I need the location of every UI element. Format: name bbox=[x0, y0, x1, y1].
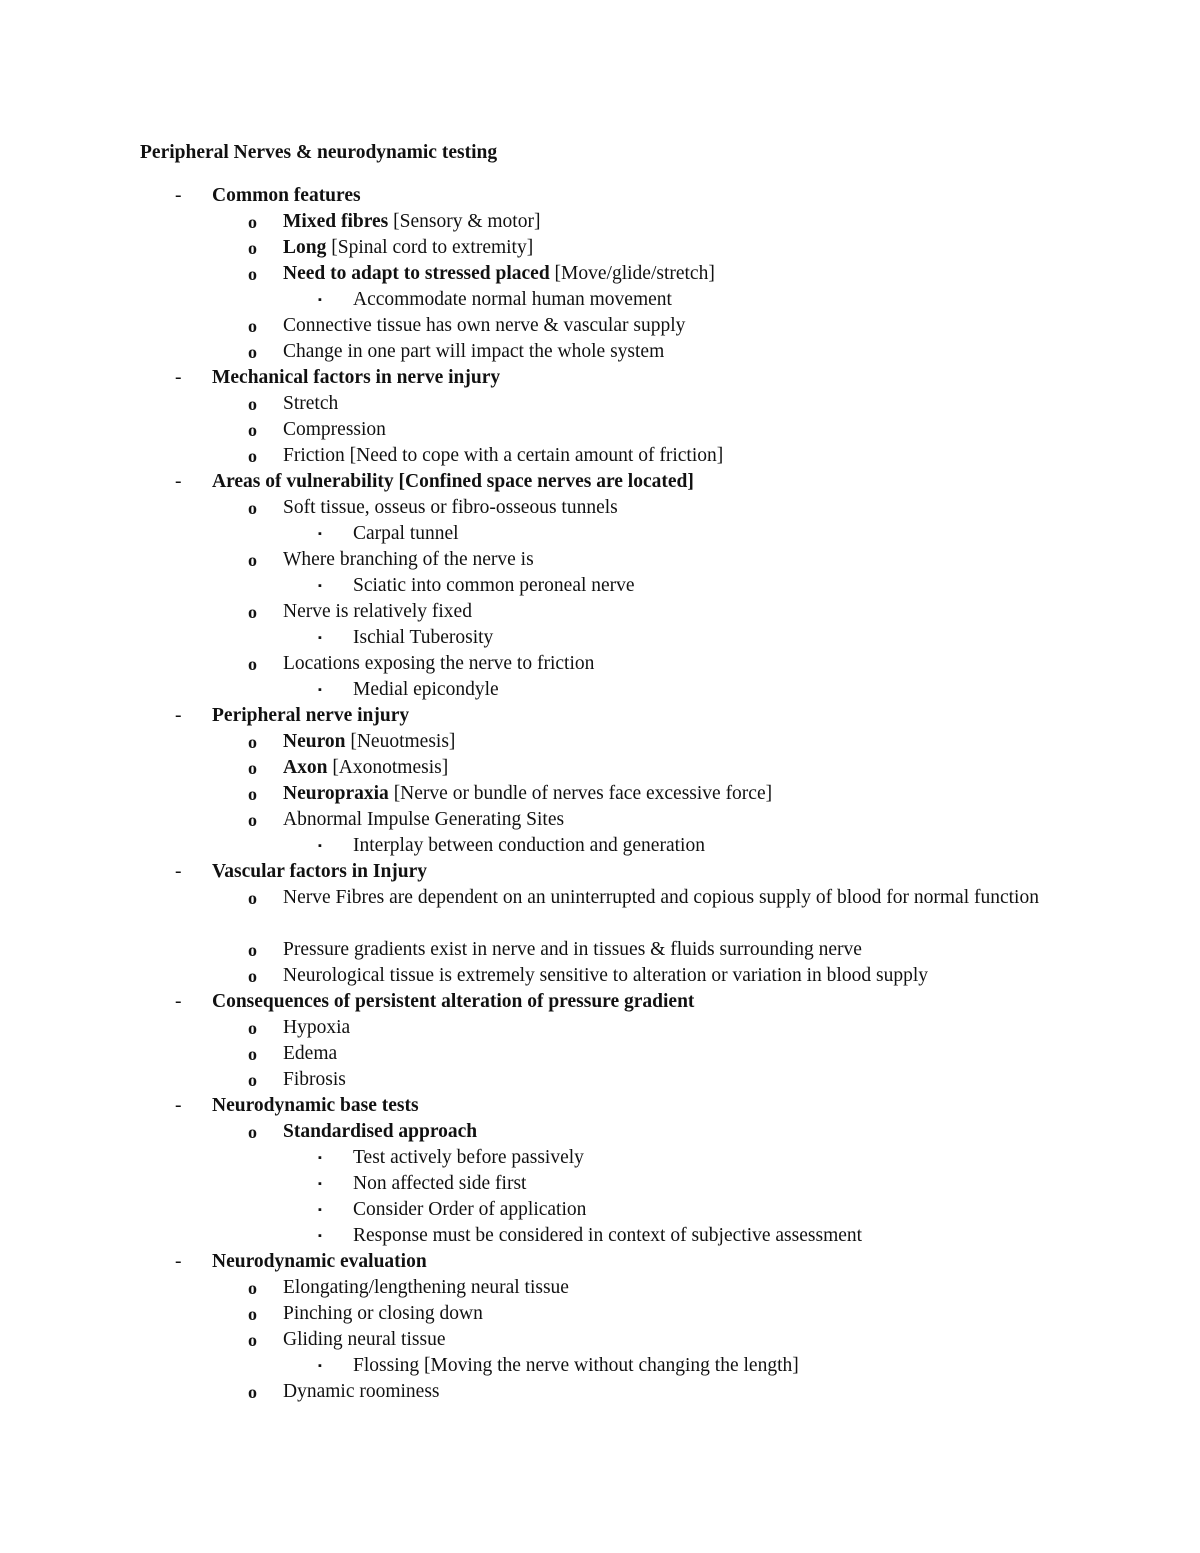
section-heading-text: Areas of vulnerability [Confined space nerves are located] bbox=[212, 471, 694, 492]
sub-list-item bbox=[0, 521, 1200, 547]
bullet-marker: o bbox=[248, 732, 257, 752]
section-heading-text: Neurodynamic base tests bbox=[212, 1095, 419, 1116]
bullet-marker: o bbox=[248, 888, 257, 908]
bullet-marker: o bbox=[248, 1278, 257, 1298]
section-heading-text: Consequences of persistent alteration of pressure gradient bbox=[212, 991, 695, 1012]
item-body: Abnormal Impulse Generating Sites bbox=[283, 809, 565, 830]
list-item-text bbox=[283, 599, 472, 625]
list-item bbox=[0, 937, 1200, 963]
list-item bbox=[0, 391, 1200, 417]
bullet-marker: ▪ bbox=[318, 1178, 322, 1190]
list-item-text bbox=[283, 781, 772, 807]
list-item-text bbox=[283, 261, 715, 287]
item-body: Connective tissue has own nerve & vascular supply bbox=[283, 315, 686, 336]
sub-list-item bbox=[0, 1197, 1200, 1223]
sub-list-item bbox=[0, 1171, 1200, 1197]
section-heading bbox=[0, 703, 1200, 729]
section-heading bbox=[0, 989, 1200, 1015]
list-item bbox=[0, 235, 1200, 261]
item-body: Locations exposing the nerve to friction bbox=[283, 653, 595, 674]
item-body: Stretch bbox=[283, 393, 339, 414]
section-heading-text: Mechanical factors in nerve injury bbox=[212, 367, 501, 388]
list-item bbox=[0, 313, 1200, 339]
list-item bbox=[0, 1067, 1200, 1093]
section-heading bbox=[0, 859, 1200, 885]
section-heading bbox=[0, 365, 1200, 391]
item-body: [Neuotmesis] bbox=[345, 731, 456, 752]
list-item bbox=[0, 209, 1200, 235]
item-body: Elongating/lengthening neural tissue bbox=[283, 1277, 569, 1298]
item-body: Where branching of the nerve is bbox=[283, 549, 534, 570]
list-item bbox=[0, 807, 1200, 833]
sub-list-item-text: Flossing [Moving the nerve without changing the length] bbox=[353, 1355, 799, 1376]
sub-list-item-text: Sciatic into common peroneal nerve bbox=[353, 575, 635, 596]
item-body: Pinching or closing down bbox=[283, 1303, 483, 1324]
list-item-text bbox=[283, 1327, 445, 1353]
bullet-marker: - bbox=[175, 471, 182, 492]
list-item bbox=[0, 1379, 1200, 1405]
list-item-text bbox=[283, 885, 1053, 911]
section-heading bbox=[0, 1093, 1200, 1119]
item-body: [Nerve or bundle of nerves face excessive force] bbox=[388, 783, 773, 804]
list-item-text bbox=[283, 391, 338, 417]
bullet-marker: o bbox=[248, 602, 257, 622]
item-body: Soft tissue, osseus or fibro-osseous tunnels bbox=[283, 497, 618, 518]
item-body: Gliding neural tissue bbox=[283, 1329, 446, 1350]
list-item bbox=[0, 1041, 1200, 1067]
list-item bbox=[0, 261, 1200, 287]
item-body: Fibrosis bbox=[283, 1069, 346, 1090]
item-bold-label: Axon bbox=[283, 757, 328, 778]
bullet-marker: o bbox=[248, 940, 257, 960]
list-item bbox=[0, 781, 1200, 807]
bullet-marker: o bbox=[248, 810, 257, 830]
bullet-marker: - bbox=[175, 1095, 182, 1116]
list-item bbox=[0, 599, 1200, 625]
item-body: Nerve is relatively fixed bbox=[283, 601, 472, 622]
bullet-marker: o bbox=[248, 966, 257, 986]
list-item-text bbox=[283, 495, 618, 521]
bullet-marker: ▪ bbox=[318, 840, 322, 852]
sub-list-item bbox=[0, 1353, 1200, 1379]
item-body: Friction [Need to cope with a certain amount of friction] bbox=[283, 445, 724, 466]
outline-list bbox=[0, 183, 1200, 1405]
list-item-text bbox=[283, 1067, 346, 1093]
section-heading-text: Neurodynamic evaluation bbox=[212, 1251, 427, 1272]
list-item bbox=[0, 1015, 1200, 1041]
sub-list-item-text: Interplay between conduction and generation bbox=[353, 835, 705, 856]
bullet-marker: o bbox=[248, 264, 257, 284]
list-item-text bbox=[283, 547, 534, 573]
sub-list-item bbox=[0, 573, 1200, 599]
item-body: [Sensory & motor] bbox=[388, 211, 541, 232]
bullet-marker: ▪ bbox=[318, 580, 322, 592]
bullet-marker: o bbox=[248, 342, 257, 362]
list-item bbox=[0, 1327, 1200, 1353]
list-item bbox=[0, 1301, 1200, 1327]
sub-list-item bbox=[0, 1223, 1200, 1249]
list-item-text bbox=[283, 729, 455, 755]
bullet-marker: - bbox=[175, 705, 182, 726]
list-item-text bbox=[283, 963, 928, 989]
list-item bbox=[0, 885, 1200, 937]
section-heading bbox=[0, 1249, 1200, 1275]
list-item-text bbox=[283, 1379, 440, 1405]
sub-list-item-text: Response must be considered in context of subjective assessment bbox=[353, 1225, 863, 1246]
bullet-marker: o bbox=[248, 1330, 257, 1350]
bullet-marker: ▪ bbox=[318, 1230, 322, 1242]
item-bold-label: Standardised approach bbox=[283, 1121, 478, 1142]
list-item-text bbox=[283, 651, 594, 677]
item-bold-label: Long bbox=[283, 237, 327, 258]
item-body: Hypoxia bbox=[283, 1017, 351, 1038]
item-bold-label: Mixed fibres bbox=[283, 211, 389, 232]
bullet-marker: ▪ bbox=[318, 1360, 322, 1372]
bullet-marker: o bbox=[248, 784, 257, 804]
bullet-marker: ▪ bbox=[318, 1152, 322, 1164]
item-body: [Axonotmesis] bbox=[327, 757, 449, 778]
bullet-marker: o bbox=[248, 1382, 257, 1402]
sub-list-item-text: Consider Order of application bbox=[353, 1199, 587, 1220]
list-item bbox=[0, 443, 1200, 469]
bullet-marker: o bbox=[248, 420, 257, 440]
list-item-text bbox=[283, 339, 664, 365]
bullet-marker: o bbox=[248, 1122, 257, 1142]
list-item-text bbox=[283, 313, 685, 339]
section-heading-text: Peripheral nerve injury bbox=[212, 705, 410, 726]
list-item-text bbox=[283, 417, 386, 443]
bullet-marker: - bbox=[175, 991, 182, 1012]
bullet-marker: o bbox=[248, 446, 257, 466]
list-item-text bbox=[283, 209, 540, 235]
section-heading bbox=[0, 183, 1200, 209]
list-item bbox=[0, 1119, 1200, 1145]
item-bold-label: Need to adapt to stressed placed bbox=[283, 263, 550, 284]
bullet-marker: o bbox=[248, 758, 257, 778]
bullet-marker: ▪ bbox=[318, 684, 322, 696]
item-body: Pressure gradients exist in nerve and in tissues & fluids surrounding nerve bbox=[283, 939, 862, 960]
list-item-text bbox=[283, 1015, 350, 1041]
item-body: Change in one part will impact the whole system bbox=[283, 341, 665, 362]
item-body: Dynamic roominess bbox=[283, 1381, 440, 1402]
sub-list-item bbox=[0, 833, 1200, 859]
bullet-marker: o bbox=[248, 1070, 257, 1090]
bullet-marker: ▪ bbox=[318, 528, 322, 540]
list-item bbox=[0, 651, 1200, 677]
bullet-marker: o bbox=[248, 498, 257, 518]
sub-list-item bbox=[0, 677, 1200, 703]
section-heading-text: Vascular factors in Injury bbox=[212, 861, 428, 882]
bullet-marker: o bbox=[248, 1304, 257, 1324]
bullet-marker: o bbox=[248, 394, 257, 414]
bullet-marker: o bbox=[248, 316, 257, 336]
bullet-marker: o bbox=[248, 1044, 257, 1064]
sub-list-item-text: Test actively before passively bbox=[353, 1147, 584, 1168]
sub-list-item-text: Carpal tunnel bbox=[353, 523, 459, 544]
item-body: Nerve Fibres are dependent on an uninterrupted and copious supply of blood for normal function bbox=[283, 887, 1039, 908]
list-item-text bbox=[283, 755, 448, 781]
item-bold-label: Neuron bbox=[283, 731, 346, 752]
bullet-marker: - bbox=[175, 185, 182, 206]
list-item-text bbox=[283, 807, 564, 833]
list-item bbox=[0, 1275, 1200, 1301]
document-title: Peripheral Nerves & neurodynamic testing bbox=[140, 142, 498, 163]
sub-list-item-text: Ischial Tuberosity bbox=[353, 627, 494, 648]
list-item-text bbox=[283, 1301, 483, 1327]
list-item bbox=[0, 729, 1200, 755]
bullet-marker: ▪ bbox=[318, 1204, 322, 1216]
bullet-marker: o bbox=[248, 550, 257, 570]
bullet-marker: ▪ bbox=[318, 632, 322, 644]
sub-list-item bbox=[0, 287, 1200, 313]
bullet-marker: - bbox=[175, 1251, 182, 1272]
bullet-marker: o bbox=[248, 238, 257, 258]
section-heading bbox=[0, 469, 1200, 495]
item-body: [Spinal cord to extremity] bbox=[326, 237, 534, 258]
list-item-text bbox=[283, 1275, 569, 1301]
list-item-text bbox=[283, 235, 533, 261]
list-item bbox=[0, 963, 1200, 989]
list-item bbox=[0, 755, 1200, 781]
bullet-marker: o bbox=[248, 212, 257, 232]
list-item bbox=[0, 339, 1200, 365]
section-heading-text: Common features bbox=[212, 185, 361, 206]
item-body: Compression bbox=[283, 419, 386, 440]
list-item-text bbox=[283, 1119, 477, 1145]
bullet-marker: - bbox=[175, 861, 182, 882]
item-bold-label: Neuropraxia bbox=[283, 783, 389, 804]
sub-list-item-text: Non affected side first bbox=[353, 1173, 527, 1194]
bullet-marker: o bbox=[248, 654, 257, 674]
sub-list-item bbox=[0, 625, 1200, 651]
sub-list-item-text: Accommodate normal human movement bbox=[353, 289, 672, 310]
list-item-text bbox=[283, 1041, 337, 1067]
item-body: Neurological tissue is extremely sensitive to alteration or variation in blood supply bbox=[283, 965, 928, 986]
sub-list-item bbox=[0, 1145, 1200, 1171]
item-body: Edema bbox=[283, 1043, 338, 1064]
bullet-marker: o bbox=[248, 1018, 257, 1038]
list-item-text bbox=[283, 443, 723, 469]
bullet-marker: ▪ bbox=[318, 294, 322, 306]
list-item-text bbox=[283, 937, 862, 963]
sub-list-item-text: Medial epicondyle bbox=[353, 679, 499, 700]
item-body: [Move/glide/stretch] bbox=[549, 263, 715, 284]
list-item bbox=[0, 495, 1200, 521]
list-item bbox=[0, 417, 1200, 443]
list-item bbox=[0, 547, 1200, 573]
bullet-marker: - bbox=[175, 367, 182, 388]
